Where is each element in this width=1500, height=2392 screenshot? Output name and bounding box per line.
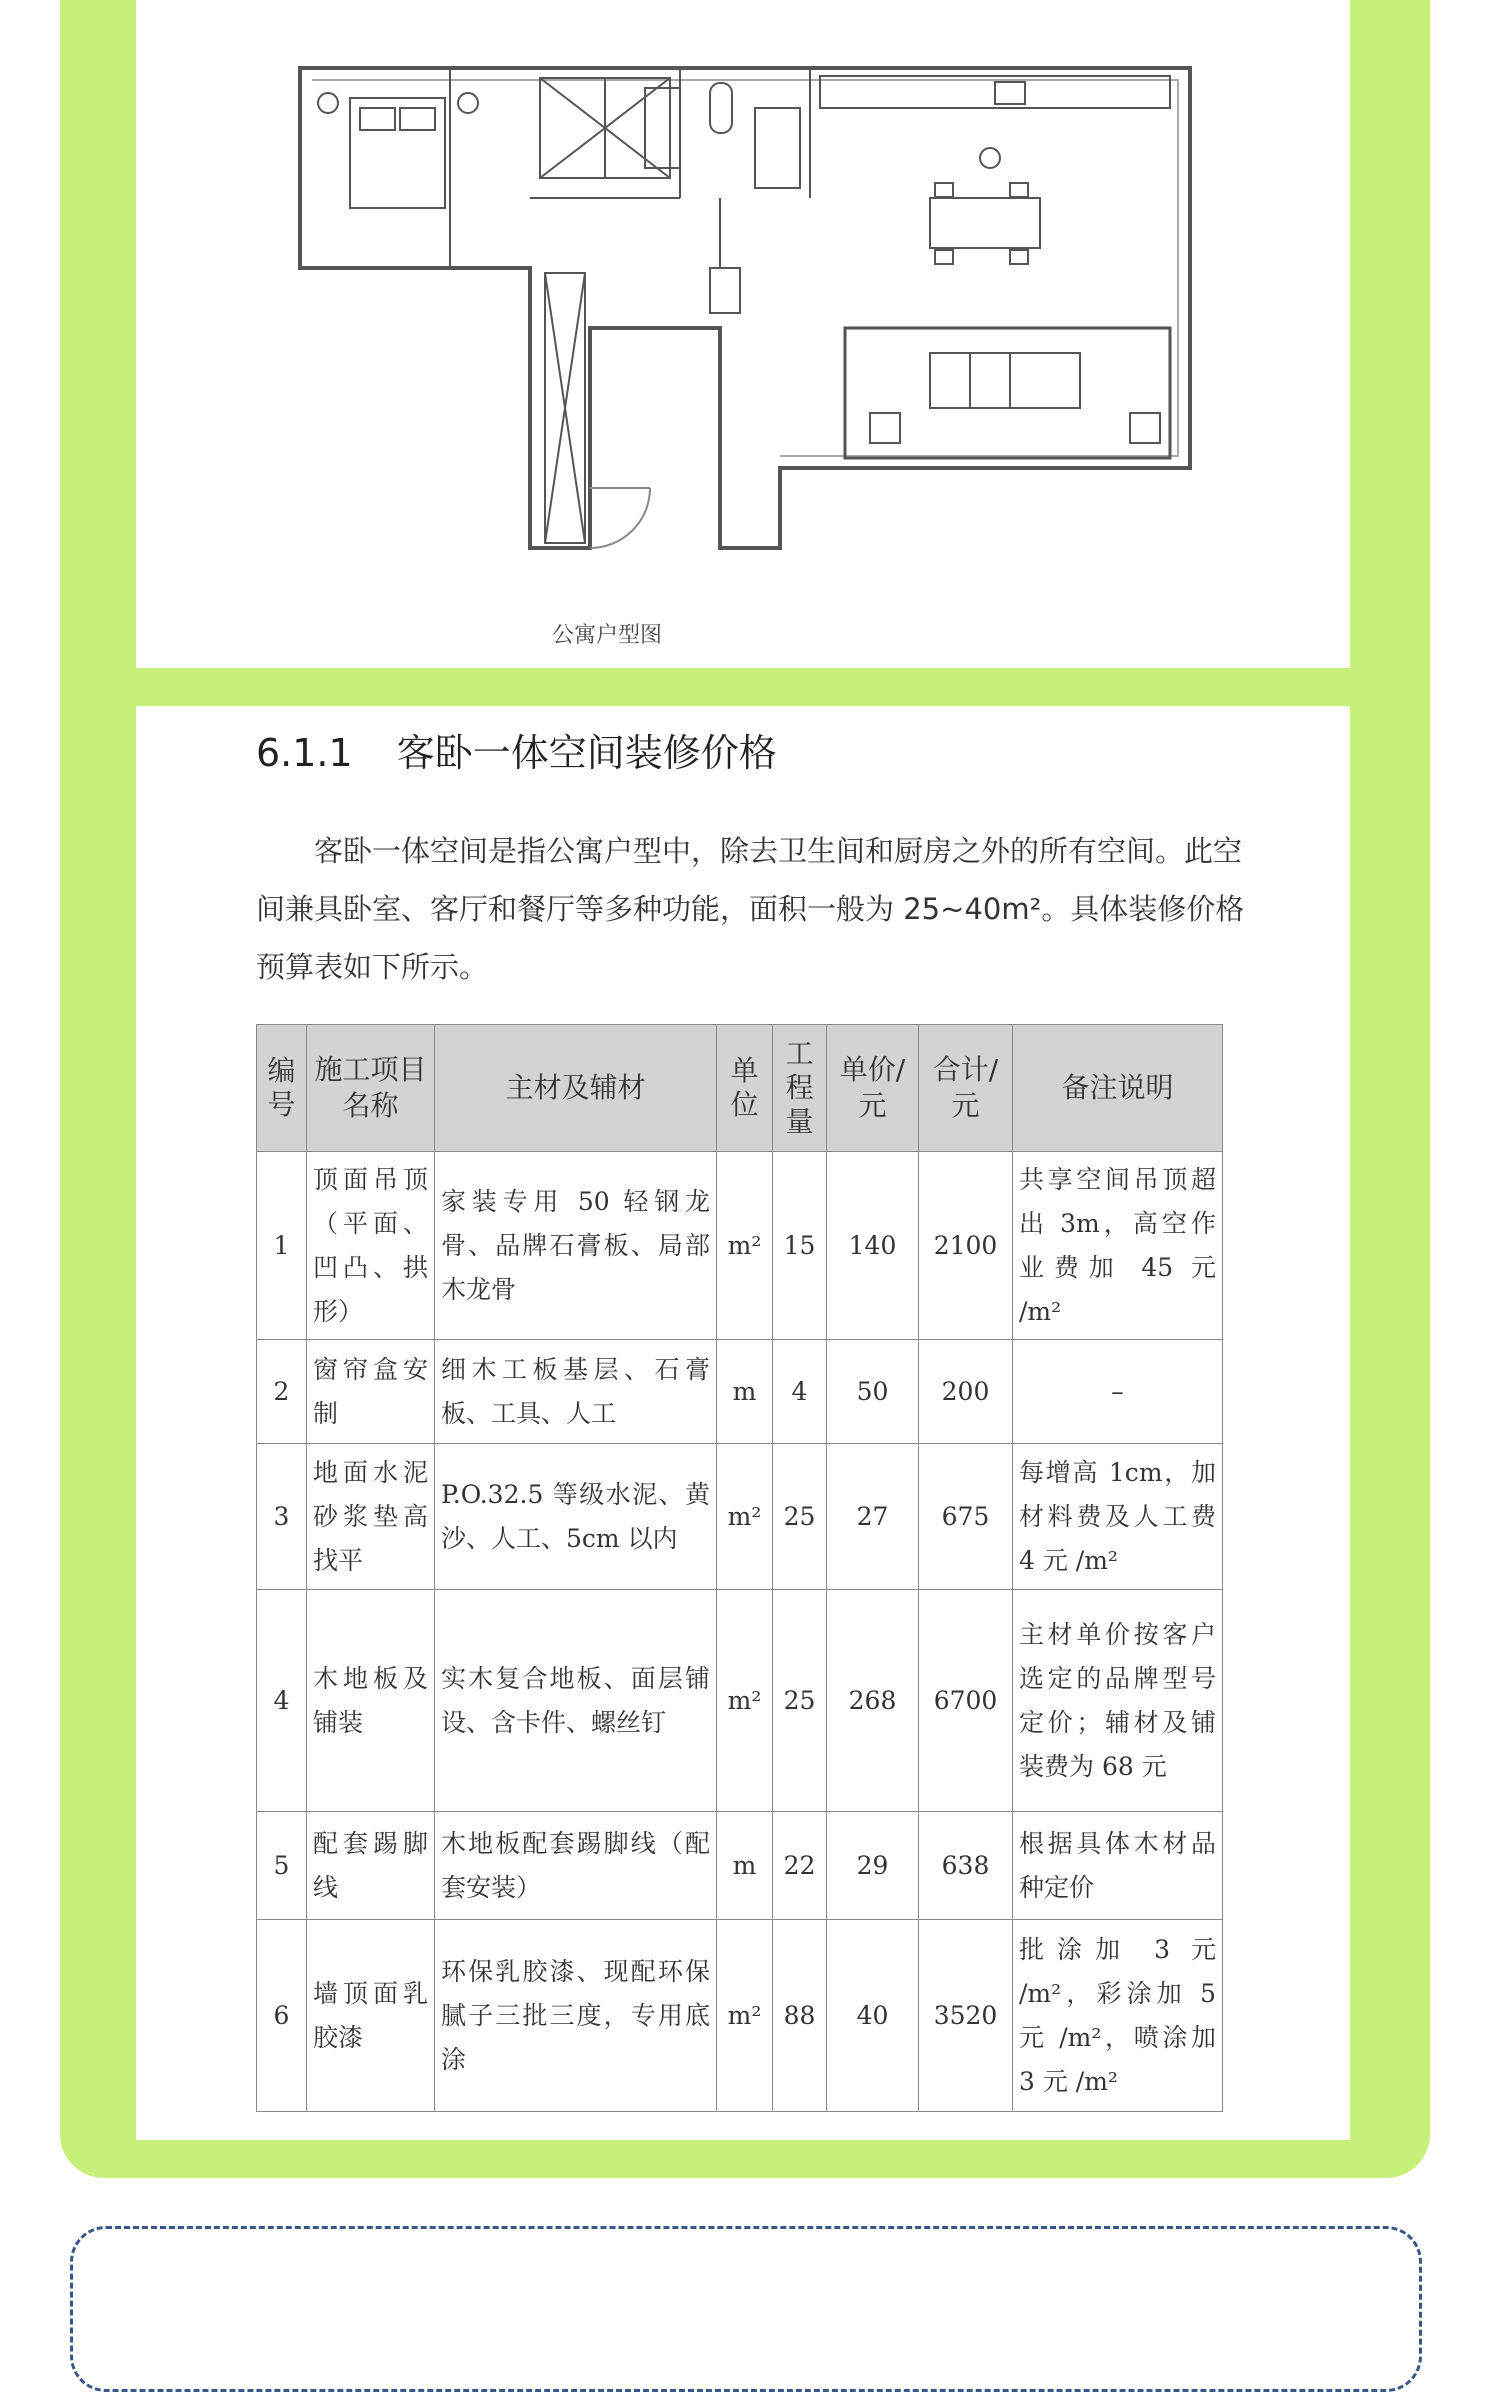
floorplan-drawing (290, 58, 1220, 588)
section-heading: 客卧一体空间装修价格 (396, 731, 777, 775)
budget-table (256, 1024, 1223, 2112)
table-row: 5 配套踢脚线 木地板配套踢脚线（配套安装） m 22 29 638 根据具体木材品种定价 (257, 1812, 1223, 1920)
table-header-row (257, 1025, 1223, 1152)
intro-text: 客卧一体空间是指公寓户型中，除去卫生间和厨房之外的所有空间。此空间兼具卧室、客厅和餐厅等多种功能，面积一般为 25~40m²。具体装修价格预算表如下所示。 (256, 834, 1245, 984)
header-material: 主材及辅材 (435, 1025, 717, 1152)
intro-paragraph (256, 822, 1246, 996)
header-price: 单价/元 (827, 1025, 919, 1152)
header-item: 施工项目名称 (307, 1025, 435, 1152)
floorplan-caption: 公寓户型图 (551, 623, 662, 648)
dashed-frame (70, 2226, 1422, 2392)
header-total: 合计/元 (919, 1025, 1013, 1152)
table-row: 1 顶面吊顶（平面、凹凸、拱形） 家装专用 50 轻钢龙骨、品牌石膏板、局部木龙骨 m² 15 140 2100 共享空间吊顶超出 3m，高空作业费加 45 元 /m² (257, 1152, 1223, 1340)
section-number: 6.1.1 (256, 731, 353, 775)
header-no: 编号 (257, 1025, 307, 1152)
table-row: 3 地面水泥砂浆垫高找平 P.O.32.5 等级水泥、黄沙、人工、5cm 以内 m² 25 27 675 每增高 1cm，加材料费及人工费 4 元 /m² (257, 1444, 1223, 1590)
header-qty: 工程量 (773, 1025, 827, 1152)
header-note: 备注说明 (1013, 1025, 1223, 1152)
table-row: 6 墙顶面乳胶漆 环保乳胶漆、现配环保腻子三批三度，专用底涂 m² 88 40 3520 批涂加 3 元 /m²，彩涂加 5 元 /m²，喷涂加 3 元 /m² (257, 1920, 1223, 2112)
table-row: 4 木地板及铺装 实木复合地板、面层铺设、含卡件、螺丝钉 m² 25 268 6700 主材单价按客户选定的品牌型号定价；辅材及铺装费为 68 元 (257, 1590, 1223, 1812)
header-unit: 单位 (717, 1025, 773, 1152)
section-title (256, 722, 777, 777)
table-row: 2 窗帘盒安制 细木工板基层、石膏板、工具、人工 m 4 50 200 – (257, 1340, 1223, 1444)
